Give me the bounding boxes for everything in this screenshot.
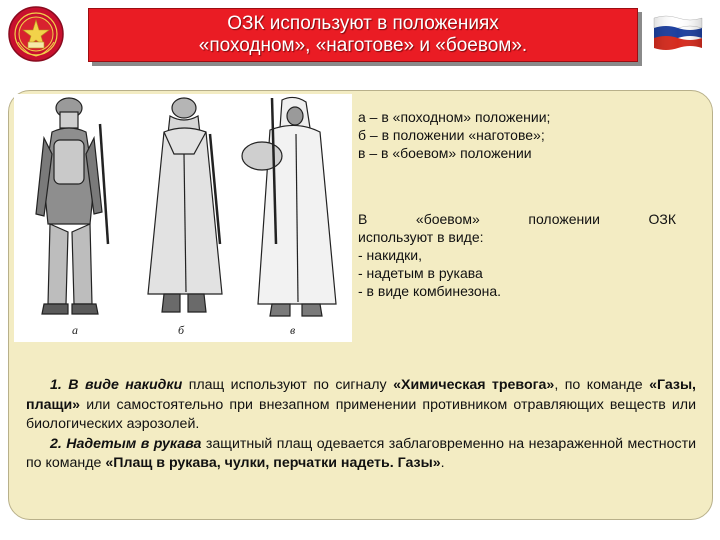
title-banner — [88, 8, 638, 62]
caption-line-b: б – в положении «наготове»; — [358, 127, 545, 143]
figure-caption — [358, 108, 678, 162]
paragraph-number: 2. — [50, 435, 67, 452]
usage-item: - в виде комбинезона. — [358, 283, 502, 299]
page-title: ОЗК используют в положениях «походном», «наготове» и «боевом». — [198, 13, 528, 56]
soldier-a-figure — [36, 98, 108, 314]
usage-list — [358, 210, 676, 300]
header-bar — [0, 0, 720, 70]
usage-word: положении — [528, 211, 600, 227]
order-command: «Газы, плащи» — [26, 377, 696, 413]
soldiers-illustration — [14, 94, 352, 342]
order-command: «Плащ в рукава, чулки, перчатки надеть. Газы» — [105, 455, 441, 472]
usage-item: - накидки, — [358, 247, 423, 263]
figure-label-a: а — [72, 323, 78, 337]
figure-label-b: б — [178, 323, 185, 337]
paragraph-label: В виде накидки — [68, 377, 183, 393]
paragraph-text: плащ используют по сигналу — [182, 377, 394, 393]
signal-command: «Химическая тревога» — [393, 377, 555, 393]
usage-intro — [358, 210, 676, 228]
soldier-v-figure — [242, 97, 336, 316]
emblem-icon — [8, 6, 64, 62]
usage-word: «боевом» — [415, 211, 480, 227]
paragraph-sleeves — [26, 435, 696, 474]
paragraph-text: или самостоятельно при внезапном применении противником отравляющих веществ или биологических аэрозолей. — [26, 396, 696, 433]
russian-flag-icon — [652, 12, 704, 52]
paragraph-text: . — [440, 455, 445, 472]
paragraph-text: защитный плащ одевается заблаговременно на незараженной местности по команде — [26, 435, 696, 472]
paragraph-cape — [26, 376, 696, 435]
paragraph-number: 1. — [50, 377, 69, 393]
figure-label-v: в — [290, 323, 296, 337]
instructions-text — [26, 376, 696, 474]
usage-intro-end: используют в виде: — [358, 229, 484, 245]
usage-word: В — [358, 211, 368, 227]
ozk-positions-drawing — [14, 94, 352, 342]
paragraph-text: , по команде — [554, 377, 650, 393]
caption-line-v: в – в «боевом» положении — [358, 145, 532, 161]
caption-line-a: а – в «походном» положении; — [358, 109, 551, 125]
usage-word: ОЗК — [648, 211, 676, 227]
soldier-b-figure — [148, 98, 222, 312]
usage-item: - надетым в рукава — [358, 265, 483, 281]
paragraph-label: Надетым в рукава — [66, 435, 202, 452]
